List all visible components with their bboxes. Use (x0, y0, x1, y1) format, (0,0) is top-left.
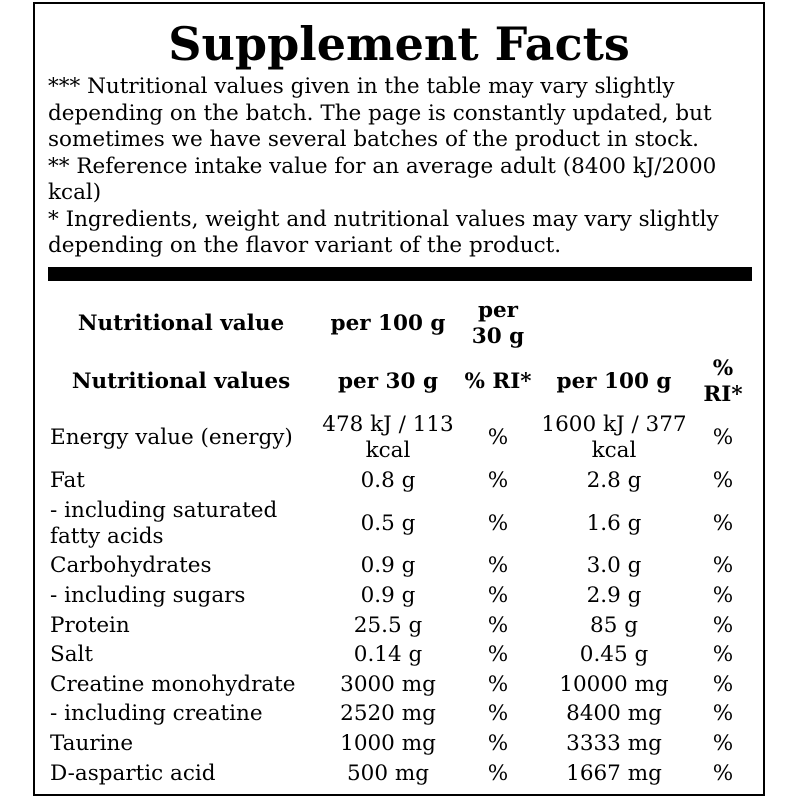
ri-per-100g: % (712, 510, 734, 536)
nutrient-name: Creatine monohydrate (50, 671, 296, 697)
nutrient-name: - including saturated fatty acids (50, 497, 278, 549)
ri-per-100g: % (712, 760, 734, 786)
column-header (694, 294, 752, 354)
value-per-30g: 0.8 g (360, 467, 416, 493)
ri-per-30g: % (487, 612, 509, 638)
ri-per-100g: % (712, 642, 734, 668)
column-header: per 100 g (556, 369, 672, 394)
nutrient-name: Fat (50, 467, 85, 493)
ri-per-30g: % (487, 467, 509, 493)
nutrient-name: Energy value (energy) (50, 425, 293, 450)
table-header-row (48, 354, 752, 410)
ri-per-30g: % (487, 701, 509, 727)
column-header: per 30 g (471, 298, 525, 349)
ri-per-30g: % (487, 730, 509, 756)
nutrition-table (48, 294, 752, 788)
section-divider (48, 267, 752, 281)
table-header-row (48, 294, 752, 354)
table-row (48, 466, 752, 496)
value-per-100g: 2.8 g (586, 467, 642, 493)
ri-per-30g: % (487, 582, 509, 608)
column-header: % RI* (464, 369, 532, 394)
value-per-30g: 1000 mg (340, 730, 436, 756)
ri-per-100g: % (712, 553, 734, 579)
nutrient-name: - including sugars (50, 582, 246, 608)
value-per-100g: 85 g (590, 612, 638, 638)
note-flavor-variation: * Ingredients, weight and nutritional values may vary slightly depending on the flavor variant of the product. (48, 206, 719, 258)
nutrient-name: Carbohydrates (50, 553, 212, 579)
table-row (48, 670, 752, 700)
ri-per-100g: % (712, 612, 734, 638)
column-header: Nutritional value (77, 311, 285, 336)
value-per-30g: 3000 mg (340, 671, 436, 697)
page-title: Supplement Facts (168, 17, 630, 71)
ri-per-100g: % (712, 467, 734, 493)
ri-per-100g: % (712, 671, 734, 697)
ri-per-100g: % (712, 425, 734, 450)
value-per-100g: 10000 mg (559, 671, 669, 697)
supplement-facts-panel (33, 2, 765, 796)
ri-per-30g: % (487, 510, 509, 536)
ri-per-100g: % (712, 730, 734, 756)
value-per-30g: 0.5 g (360, 510, 416, 536)
nutrient-name: Salt (50, 642, 94, 668)
value-per-100g: 1667 mg (566, 760, 662, 786)
nutrient-name: Taurine (50, 730, 134, 756)
ri-per-30g: % (487, 671, 509, 697)
ri-per-30g: % (487, 642, 509, 668)
value-per-30g: 0.14 g (353, 642, 423, 668)
value-per-30g: 2520 mg (340, 701, 436, 727)
table-row (48, 581, 752, 611)
table-row (48, 729, 752, 759)
note-batch-variation: *** Nutritional values given in the table may vary slightly depending on the batch. The page is constantly updated, but sometimes we have several batches of the product in stock. (48, 74, 712, 152)
nutrient-name: - including creatine (50, 701, 263, 727)
column-header: per 100 g (330, 311, 446, 336)
column-header (534, 294, 694, 354)
table-row (48, 611, 752, 641)
table-row (48, 759, 752, 789)
ri-per-100g: % (712, 582, 734, 608)
value-per-30g: 478 kJ / 113 kcal (322, 412, 454, 463)
value-per-30g: 0.9 g (360, 582, 416, 608)
table-row (48, 552, 752, 582)
nutrient-name: Protein (50, 612, 130, 638)
value-per-100g: 2.9 g (586, 582, 642, 608)
value-per-30g: 0.9 g (360, 553, 416, 579)
ri-per-30g: % (487, 553, 509, 579)
nutrient-name: D-aspartic acid (50, 760, 216, 786)
value-per-100g: 8400 mg (566, 701, 662, 727)
value-per-30g: 500 mg (346, 760, 430, 786)
value-per-100g: 3.0 g (586, 553, 642, 579)
table-row (48, 410, 752, 466)
ri-per-100g: % (712, 701, 734, 727)
value-per-100g: 3333 mg (566, 730, 662, 756)
table-row (48, 496, 752, 552)
column-header: Nutritional values (71, 369, 291, 394)
table-row (48, 640, 752, 670)
column-header: % RI* (703, 356, 743, 407)
disclaimer-notes (48, 74, 758, 260)
table-row (48, 700, 752, 730)
value-per-100g: 1600 kJ / 377 kcal (541, 412, 687, 463)
column-header: per 30 g (338, 369, 438, 394)
ri-per-30g: % (487, 425, 509, 450)
value-per-30g: 25.5 g (353, 612, 423, 638)
value-per-100g: 0.45 g (579, 642, 649, 668)
note-reference-intake: ** Reference intake value for an average adult (8400 kJ/2000 kcal) (48, 153, 717, 205)
ri-per-30g: % (487, 760, 509, 786)
value-per-100g: 1.6 g (586, 510, 642, 536)
